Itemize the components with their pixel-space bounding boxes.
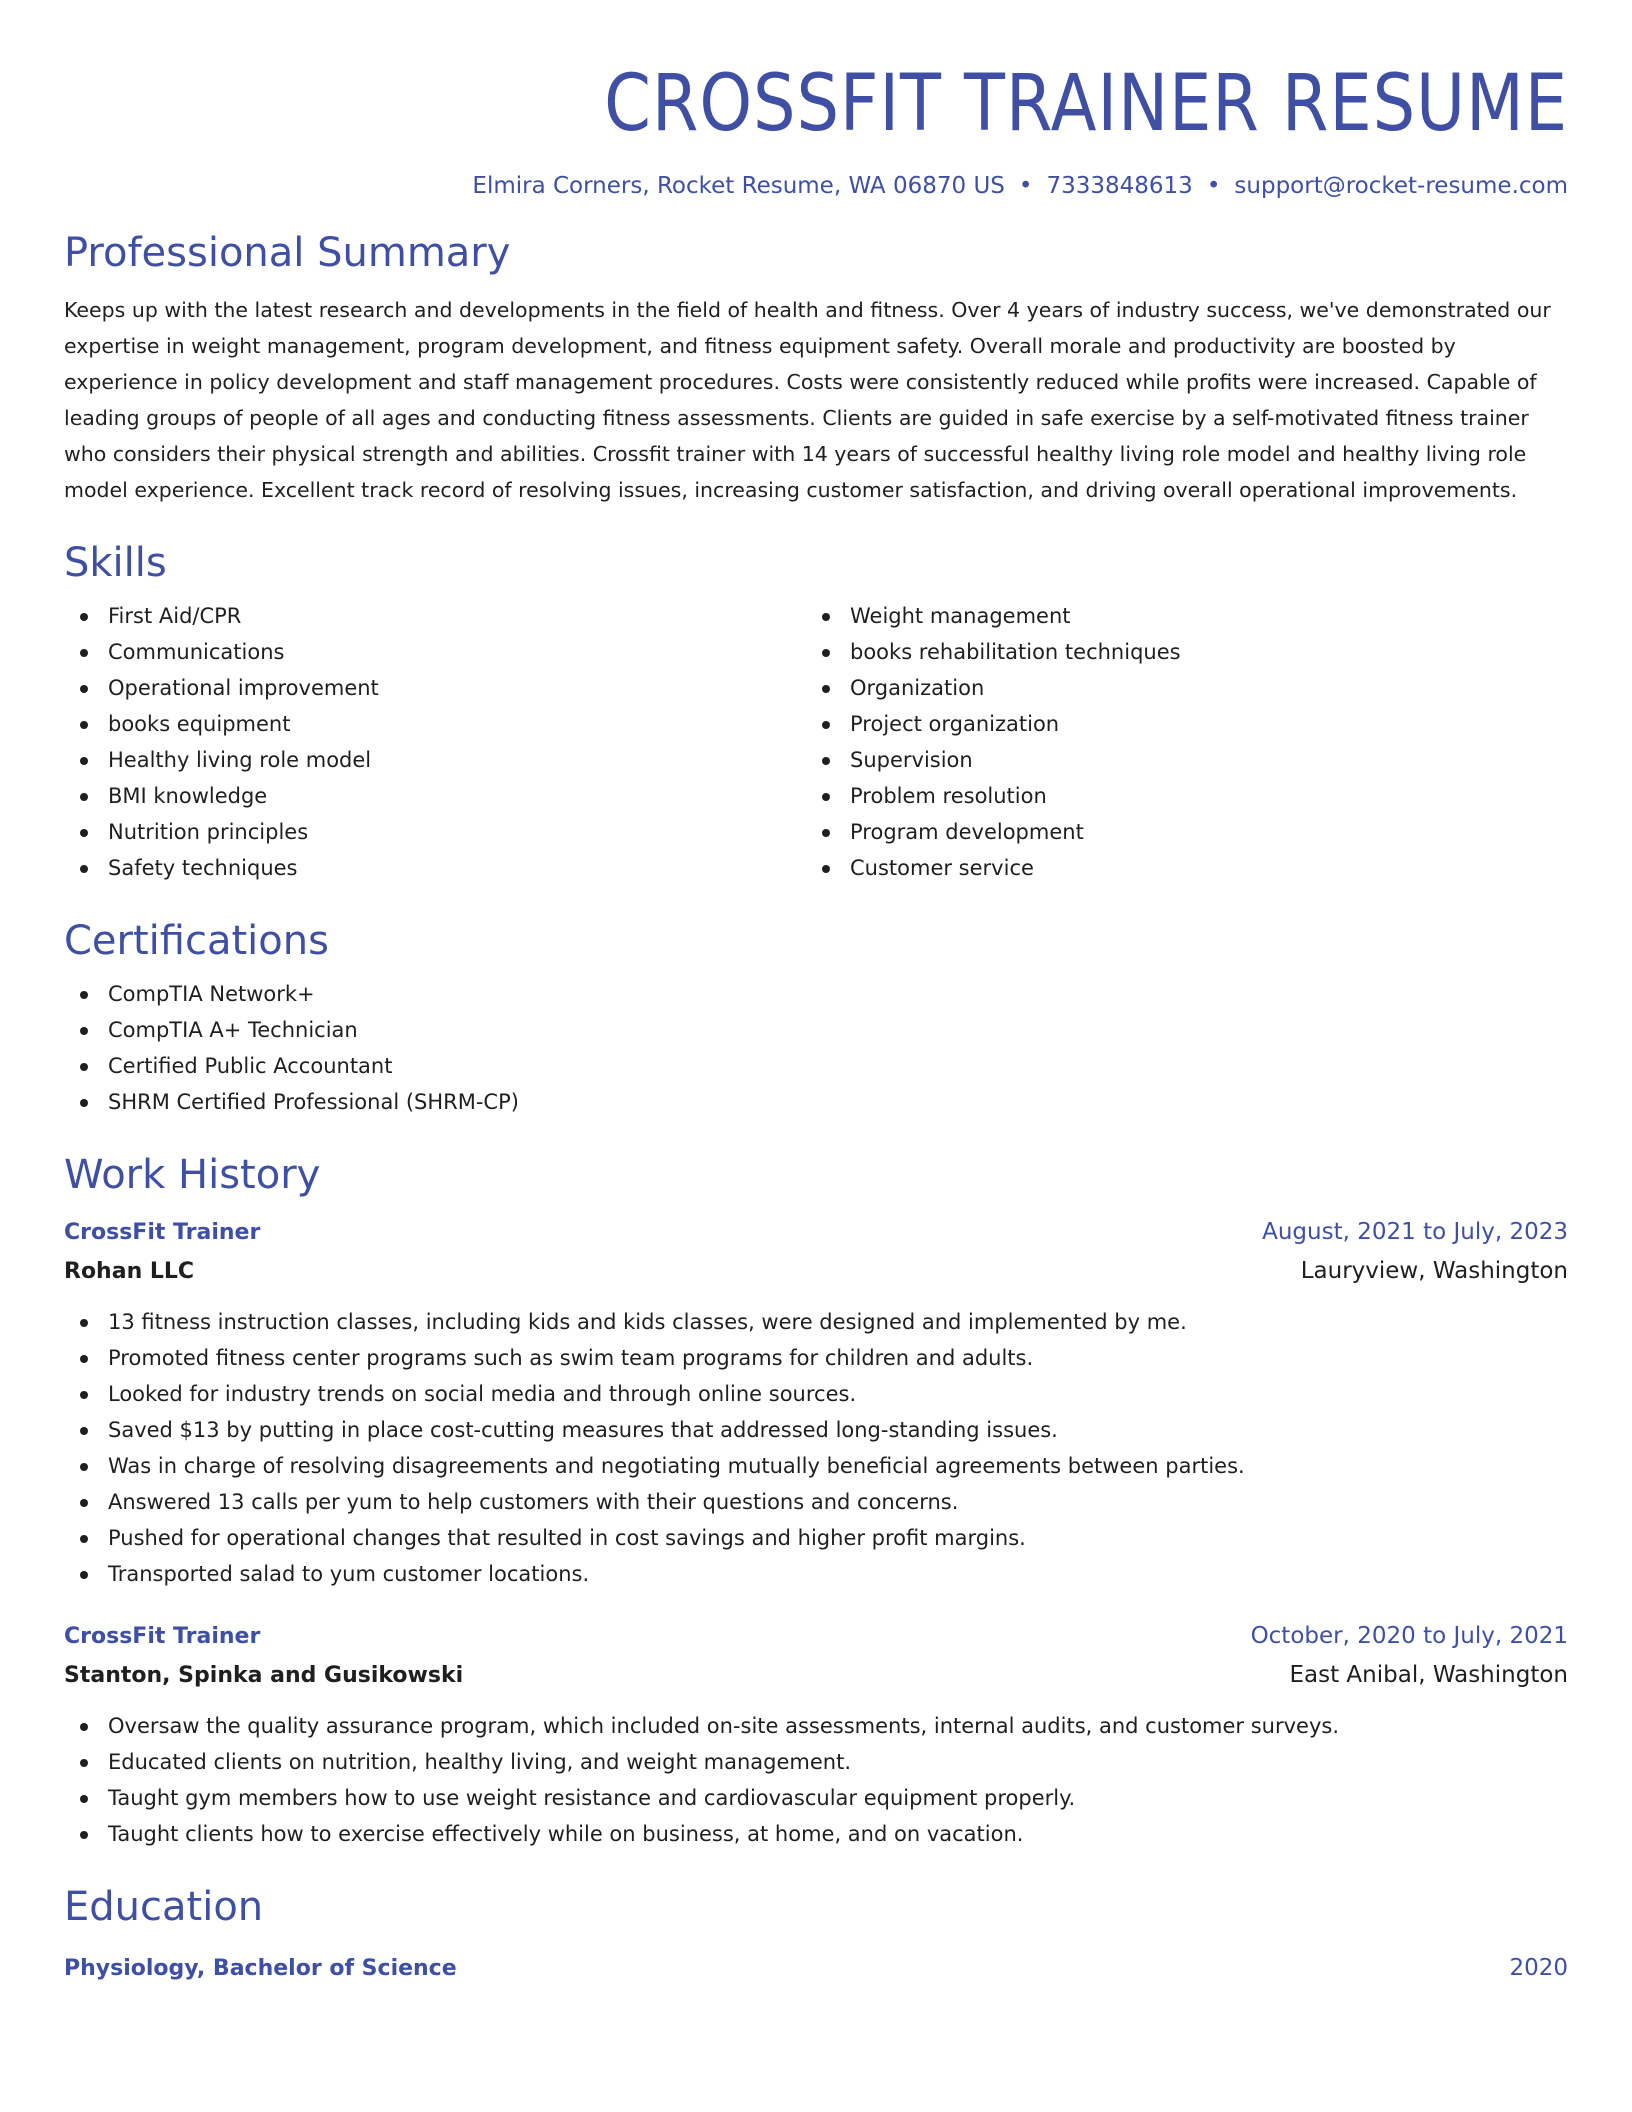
contact-email: support@rocket-resume.com: [1234, 173, 1568, 199]
certification-item: CompTIA A+ Technician: [64, 1012, 1568, 1048]
job-bullet: 13 fitness instruction classes, including kids and kids classes, were designed and implemented by me.: [64, 1304, 1568, 1340]
skills-grid: [64, 598, 1568, 886]
skill-item: Healthy living role model: [64, 742, 806, 778]
resume-page: [64, 0, 1568, 1987]
skills-heading: Skills: [64, 540, 167, 586]
job-bullet: Taught gym members how to use weight resistance and cardiovascular equipment properly.: [64, 1780, 1568, 1816]
skill-item: Nutrition principles: [64, 814, 806, 850]
education-year: 2020: [1509, 1955, 1568, 1981]
job-bullets: [64, 1304, 1568, 1592]
contact-separator: •: [1018, 173, 1033, 199]
summary-section: [64, 228, 1568, 508]
contact-line: [64, 170, 1568, 202]
education-entry: [64, 1950, 1568, 1987]
skill-item: Problem resolution: [806, 778, 1548, 814]
job-bullet: Oversaw the quality assurance program, which included on-site assessments, internal audits, and customer surveys.: [64, 1708, 1568, 1744]
education-heading: Education: [64, 1884, 264, 1930]
job-subheader: [64, 1655, 1568, 1696]
job-dates: October, 2020 to July, 2021: [1250, 1623, 1568, 1649]
job-company: Rohan LLC: [64, 1259, 195, 1284]
job-location: Lauryview, Washington: [1300, 1258, 1568, 1284]
skill-item: Project organization: [806, 706, 1548, 742]
skill-item: Communications: [64, 634, 806, 670]
contact-separator: •: [1206, 173, 1221, 199]
job-bullet: Looked for industry trends on social media and through online sources.: [64, 1376, 1568, 1412]
job-company: Stanton, Spinka and Gusikowski: [64, 1663, 464, 1688]
skill-item: books rehabilitation techniques: [806, 634, 1548, 670]
job-dates: August, 2021 to July, 2023: [1262, 1219, 1568, 1245]
certification-item: Certified Public Accountant: [64, 1048, 1568, 1084]
work-history-heading: Work History: [64, 1152, 321, 1198]
skills-list-right: [806, 598, 1548, 886]
skills-list-left: [64, 598, 806, 886]
certifications-section: [64, 916, 1568, 1120]
certifications-heading: Certifications: [64, 918, 329, 964]
work-history-section: [64, 1150, 1568, 1852]
job-bullet: Educated clients on nutrition, healthy living, and weight management.: [64, 1744, 1568, 1780]
job-location: East Anibal, Washington: [1289, 1662, 1568, 1688]
skill-item: Customer service: [806, 850, 1548, 886]
contact-address: Elmira Corners, Rocket Resume, WA 06870 US: [472, 173, 1005, 199]
skill-item: books equipment: [64, 706, 806, 742]
education-degree: Physiology, Bachelor of Science: [64, 1956, 457, 1981]
skill-item: Program development: [806, 814, 1548, 850]
summary-text: Keeps up with the latest research and developments in the field of health and fitness. Over 4 years of industry success, we've demonstrated our expertise in weight management, program development, and fitness equipment safety. Overall morale and productivity are boosted by experience in policy development and staff management procedures. Costs were consistently reduced while profits were increased. Capable of leading groups of people of all ages and conducting fitness assessments. Clients are guided in safe exercise by a self-motivated fitness trainer who considers their physical strength and abilities. Crossfit trainer with 14 years of successful healthy living role model and healthy living role model experience. Excellent track record of resolving issues, increasing customer satisfaction, and driving overall operational improvements.: [64, 298, 1551, 502]
job-title: CrossFit Trainer: [64, 1624, 261, 1649]
skill-item: Organization: [806, 670, 1548, 706]
job-subheader: [64, 1251, 1568, 1292]
certification-item: CompTIA Network+: [64, 976, 1568, 1012]
job-bullet: Was in charge of resolving disagreements and negotiating mutually beneficial agreements between parties.: [64, 1448, 1568, 1484]
job-bullet: Pushed for operational changes that resulted in cost savings and higher profit margins.: [64, 1520, 1568, 1556]
job-title: CrossFit Trainer: [64, 1220, 261, 1245]
certifications-list: [64, 976, 1568, 1120]
skill-item: Supervision: [806, 742, 1548, 778]
skill-item: Safety techniques: [64, 850, 806, 886]
job-header: [64, 1214, 1568, 1251]
skill-item: Operational improvement: [64, 670, 806, 706]
job-bullets: [64, 1708, 1568, 1852]
education-section: [64, 1882, 1568, 1987]
resume-title: CROSSFIT TRAINER RESUME: [604, 59, 1568, 149]
skill-item: BMI knowledge: [64, 778, 806, 814]
job-bullet: Promoted fitness center programs such as swim team programs for children and adults.: [64, 1340, 1568, 1376]
job-bullet: Taught clients how to exercise effectively while on business, at home, and on vacation.: [64, 1816, 1568, 1852]
job-entry: [64, 1618, 1568, 1852]
skills-section: [64, 538, 1568, 886]
job-bullet: Transported salad to yum customer locations.: [64, 1556, 1568, 1592]
job-bullet: Saved $13 by putting in place cost-cutting measures that addressed long-standing issues.: [64, 1412, 1568, 1448]
job-header: [64, 1618, 1568, 1655]
summary-heading: Professional Summary: [64, 230, 511, 276]
skill-item: Weight management: [806, 598, 1548, 634]
job-entry: [64, 1214, 1568, 1592]
skill-item: First Aid/CPR: [64, 598, 806, 634]
contact-phone: 7333848613: [1046, 173, 1193, 199]
job-bullet: Answered 13 calls per yum to help customers with their questions and concerns.: [64, 1484, 1568, 1520]
certification-item: SHRM Certified Professional (SHRM-CP): [64, 1084, 1568, 1120]
